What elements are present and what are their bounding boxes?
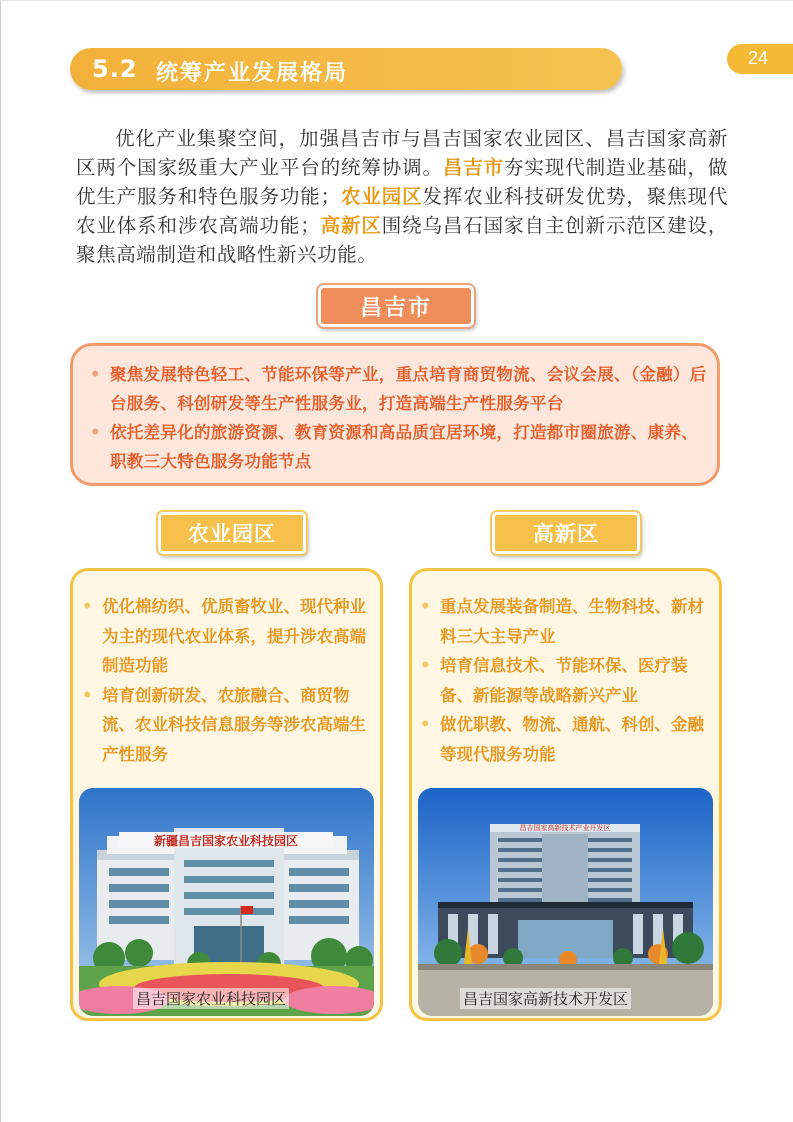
nongye-bullet-list: [82, 592, 378, 769]
changji-label: 昌吉市: [318, 285, 474, 327]
nongye-label: 农业园区: [158, 512, 306, 554]
gaoxin-bullet-list: [420, 592, 714, 769]
section-number: 5.2: [92, 55, 138, 83]
nongye-bullet: • 培育创新研发、农旅融合、商贸物流、农业科技信息服务等涉农高端生产性服务: [82, 681, 378, 770]
changji-bullet-list: [90, 360, 710, 476]
intro-highlight-gaoxin: 高新区: [320, 214, 382, 237]
nongye-park-photo: [79, 788, 374, 1016]
gaoxin-bullet: • 做优职教、物流、通航、科创、金融等现代服务功能: [420, 710, 714, 769]
gaoxin-zone-photo: [418, 788, 713, 1016]
gaoxin-bullet: • 培育信息技术、节能环保、医疗装备、新能源等战略新兴产业: [420, 651, 714, 710]
intro-text-3: 发挥农业科技研发优势，聚焦现代农业体系和涉农高端功能；: [76, 185, 728, 237]
gaoxin-photo-sign: 昌吉国家高新技术产业开发区: [519, 824, 611, 832]
intro-paragraph: [76, 124, 728, 269]
intro-highlight-nongye: 农业园区: [340, 185, 423, 208]
section-title: 统筹产业发展格局: [156, 61, 349, 86]
nongye-photo-caption: 昌吉国家农业科技园区: [133, 988, 289, 1009]
changji-bullet: • 依托差异化的旅游资源、教育资源和高品质宜居环境，打造都市圈旅游、康养、职教三大特色服务功能节点: [90, 418, 710, 476]
intro-text-2: 夯实现代制造业基础，做优生产服务和特色服务功能；: [76, 156, 728, 208]
page-number: 24: [748, 48, 769, 68]
gaoxin-label: 高新区: [492, 512, 640, 554]
gaoxin-bullet: • 重点发展装备制造、生物科技、新材料三大主导产业: [420, 592, 714, 651]
intro-text-1: 优化产业集聚空间，加强昌吉市与昌吉国家农业园区、昌吉国家高新区两个国家级重大产业平台的统筹协调。: [76, 127, 728, 179]
nongye-photo-sign: 新疆昌吉国家农业科技园区: [153, 834, 299, 848]
gaoxin-photo-caption: 昌吉国家高新技术开发区: [460, 988, 631, 1009]
changji-bullet: • 聚焦发展特色轻工、节能环保等产业，重点培育商贸物流、会议会展、（金融）后台服务、科创研发等生产性服务业，打造高端生产性服务平台: [90, 360, 710, 418]
intro-highlight-changji: 昌吉市: [442, 156, 505, 179]
intro-text-4: 围绕乌昌石国家自主创新示范区建设，聚焦高端制造和战略性新兴功能。: [76, 214, 728, 266]
nongye-bullet: • 优化棉纺织、优质畜牧业、现代种业为主的现代农业体系，提升涉农高端制造功能: [82, 592, 378, 681]
